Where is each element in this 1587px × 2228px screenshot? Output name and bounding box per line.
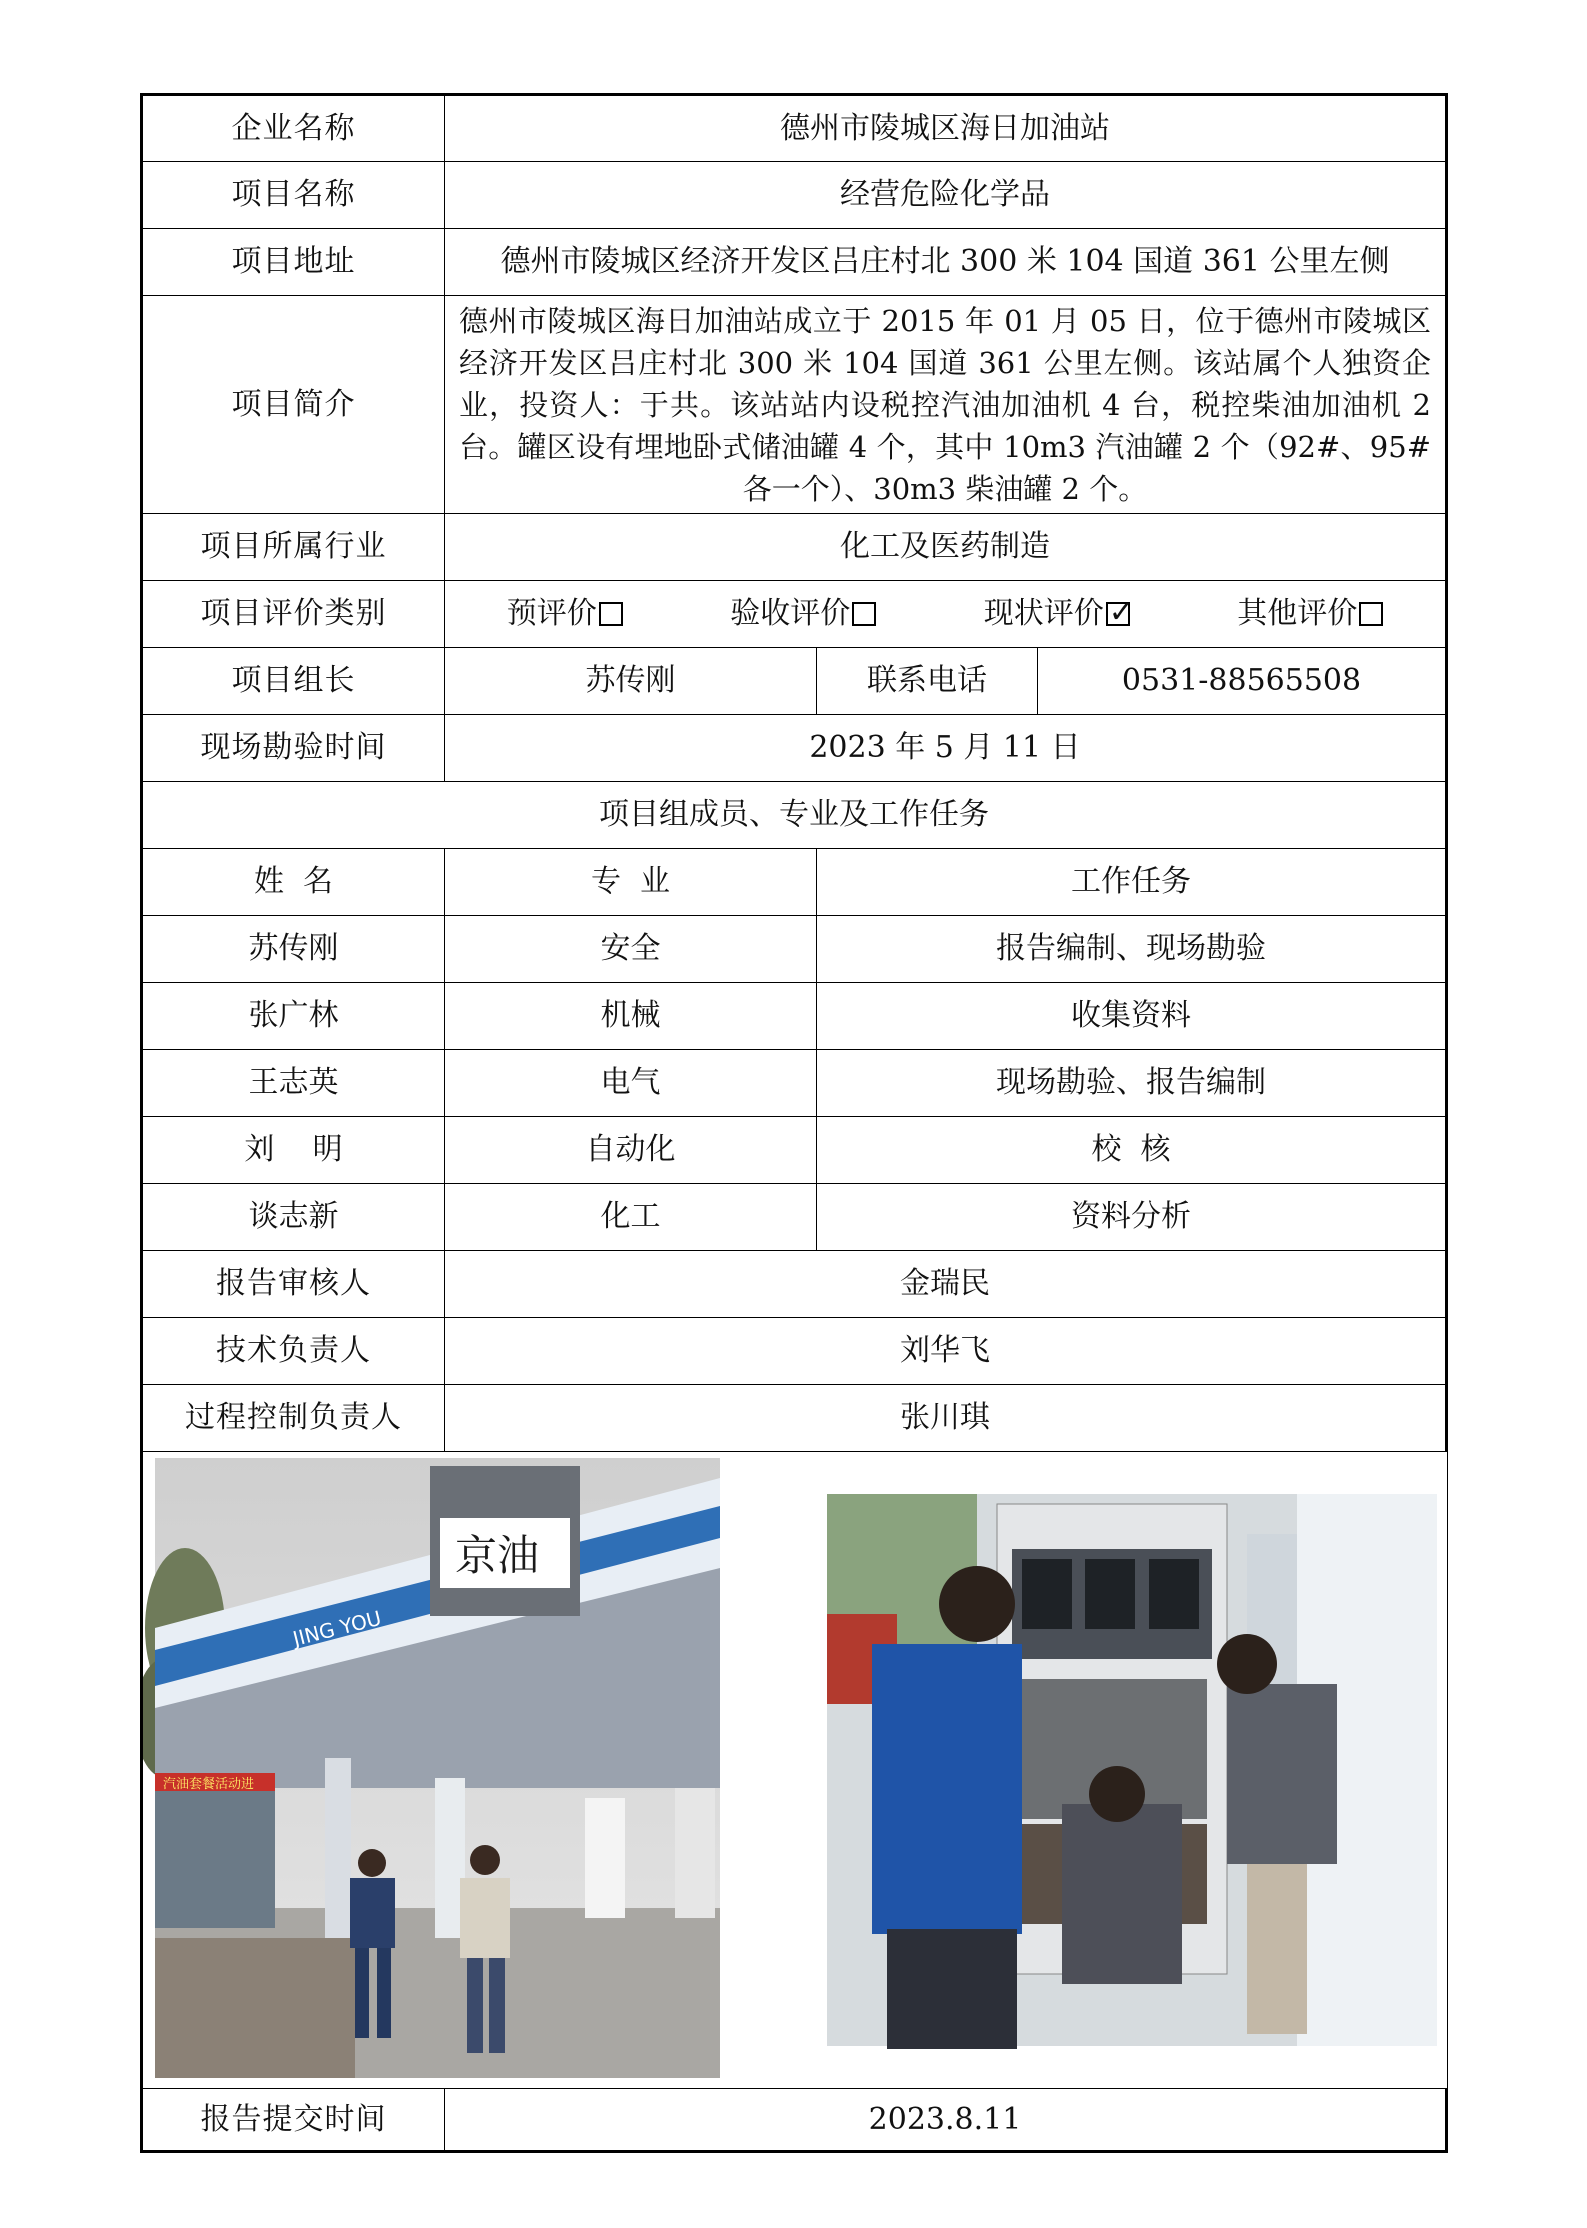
checkbox-icon[interactable] <box>852 602 876 626</box>
survey-time-value: 2023 年 5 月 11 日 <box>445 715 1447 782</box>
photo-cell-left <box>142 1452 817 2089</box>
project-address-value: 德州市陵城区经济开发区吕庄村北 300 米 104 国道 361 公里左侧 <box>445 229 1447 296</box>
member-name: 刘 明 <box>142 1117 445 1184</box>
team-leader-value: 苏传刚 <box>445 648 817 715</box>
tech-lead-value: 刘华飞 <box>445 1318 1447 1385</box>
process-lead-label: 过程控制负责人 <box>142 1385 445 1452</box>
member-task: 收集资料 <box>817 983 1447 1050</box>
member-name: 张广林 <box>142 983 445 1050</box>
member-name: 王志英 <box>142 1050 445 1117</box>
gas-station-photo <box>143 1452 818 2088</box>
sign-text: 京油 <box>455 1531 540 1580</box>
table-row <box>142 1050 1447 1117</box>
photo-cell-right <box>817 1452 1447 2089</box>
project-info-table <box>140 93 1448 2153</box>
member-major: 电气 <box>445 1050 817 1117</box>
submit-time-label: 报告提交时间 <box>142 2089 445 2152</box>
phone-label: 联系电话 <box>817 648 1038 715</box>
phone-value: 0531-88565508 <box>1038 648 1447 715</box>
header-major: 专 业 <box>445 849 817 916</box>
process-lead-value: 张川琪 <box>445 1385 1447 1452</box>
reviewer-label: 报告审核人 <box>142 1251 445 1318</box>
enterprise-value: 德州市陵城区海日加油站 <box>445 95 1447 162</box>
member-task: 资料分析 <box>817 1184 1447 1251</box>
reviewer-value: 金瑞民 <box>445 1251 1447 1318</box>
table-row <box>142 916 1447 983</box>
eval-option-acceptance[interactable]: 验收评价 <box>730 593 876 635</box>
member-name: 谈志新 <box>142 1184 445 1251</box>
project-name-value: 经营危险化学品 <box>445 162 1447 229</box>
submit-time-value: 2023.8.11 <box>445 2089 1447 2152</box>
photos-row <box>142 1452 1447 2089</box>
table-row <box>142 983 1447 1050</box>
project-address-label: 项目地址 <box>142 229 445 296</box>
canopy-text: JING YOU <box>290 1605 384 1651</box>
member-task: 现场勘验、报告编制 <box>817 1050 1447 1117</box>
member-major: 自动化 <box>445 1117 817 1184</box>
eval-option-current[interactable]: 现状评价✓ <box>984 593 1130 635</box>
industry-label: 项目所属行业 <box>142 514 445 581</box>
member-task: 报告编制、现场勘验 <box>817 916 1447 983</box>
member-task: 校 核 <box>817 1117 1447 1184</box>
eval-option-pre[interactable]: 预评价 <box>507 593 623 635</box>
table-row <box>142 1184 1447 1251</box>
header-task: 工作任务 <box>817 849 1447 916</box>
member-major: 化工 <box>445 1184 817 1251</box>
header-name: 姓 名 <box>142 849 445 916</box>
members-header-row <box>142 849 1447 916</box>
member-major: 安全 <box>445 916 817 983</box>
eval-type-label: 项目评价类别 <box>142 581 445 648</box>
survey-time-label: 现场勘验时间 <box>142 715 445 782</box>
industry-value: 化工及医药制造 <box>445 514 1447 581</box>
checkbox-icon[interactable] <box>1359 602 1383 626</box>
eval-option-other[interactable]: 其他评价 <box>1237 593 1383 635</box>
team-leader-label: 项目组长 <box>142 648 445 715</box>
checked-checkbox-icon[interactable] <box>1106 602 1130 626</box>
member-major: 机械 <box>445 983 817 1050</box>
checkbox-icon[interactable] <box>599 602 623 626</box>
banner-text: 汽油套餐活动进 <box>163 1777 255 1792</box>
member-name: 苏传刚 <box>142 916 445 983</box>
members-section-title: 项目组成员、专业及工作任务 <box>142 782 1447 849</box>
project-name-label: 项目名称 <box>142 162 445 229</box>
table-row <box>142 1117 1447 1184</box>
project-intro-label: 项目简介 <box>142 296 445 514</box>
tech-lead-label: 技术负责人 <box>142 1318 445 1385</box>
eval-type-options <box>445 581 1447 648</box>
fuel-dispenser-photo <box>817 1452 1447 2088</box>
project-intro-value: 德州市陵城区海日加油站成立于 2015 年 01 月 05 日，位于德州市陵城区经济开发区吕庄村北 300 米 104 国道 361 公里左侧。该站属个人独资企业，投资人：于共。该站站内设税控汽油加油机 4 台，税控柴油加油机 2 台。罐区设有埋地卧式储油罐 4 个，其中 10m3 汽油罐 2 个（92#、95#各一个）、30m3 柴油罐 2 个。 <box>445 296 1447 514</box>
enterprise-label: 企业名称 <box>142 95 445 162</box>
